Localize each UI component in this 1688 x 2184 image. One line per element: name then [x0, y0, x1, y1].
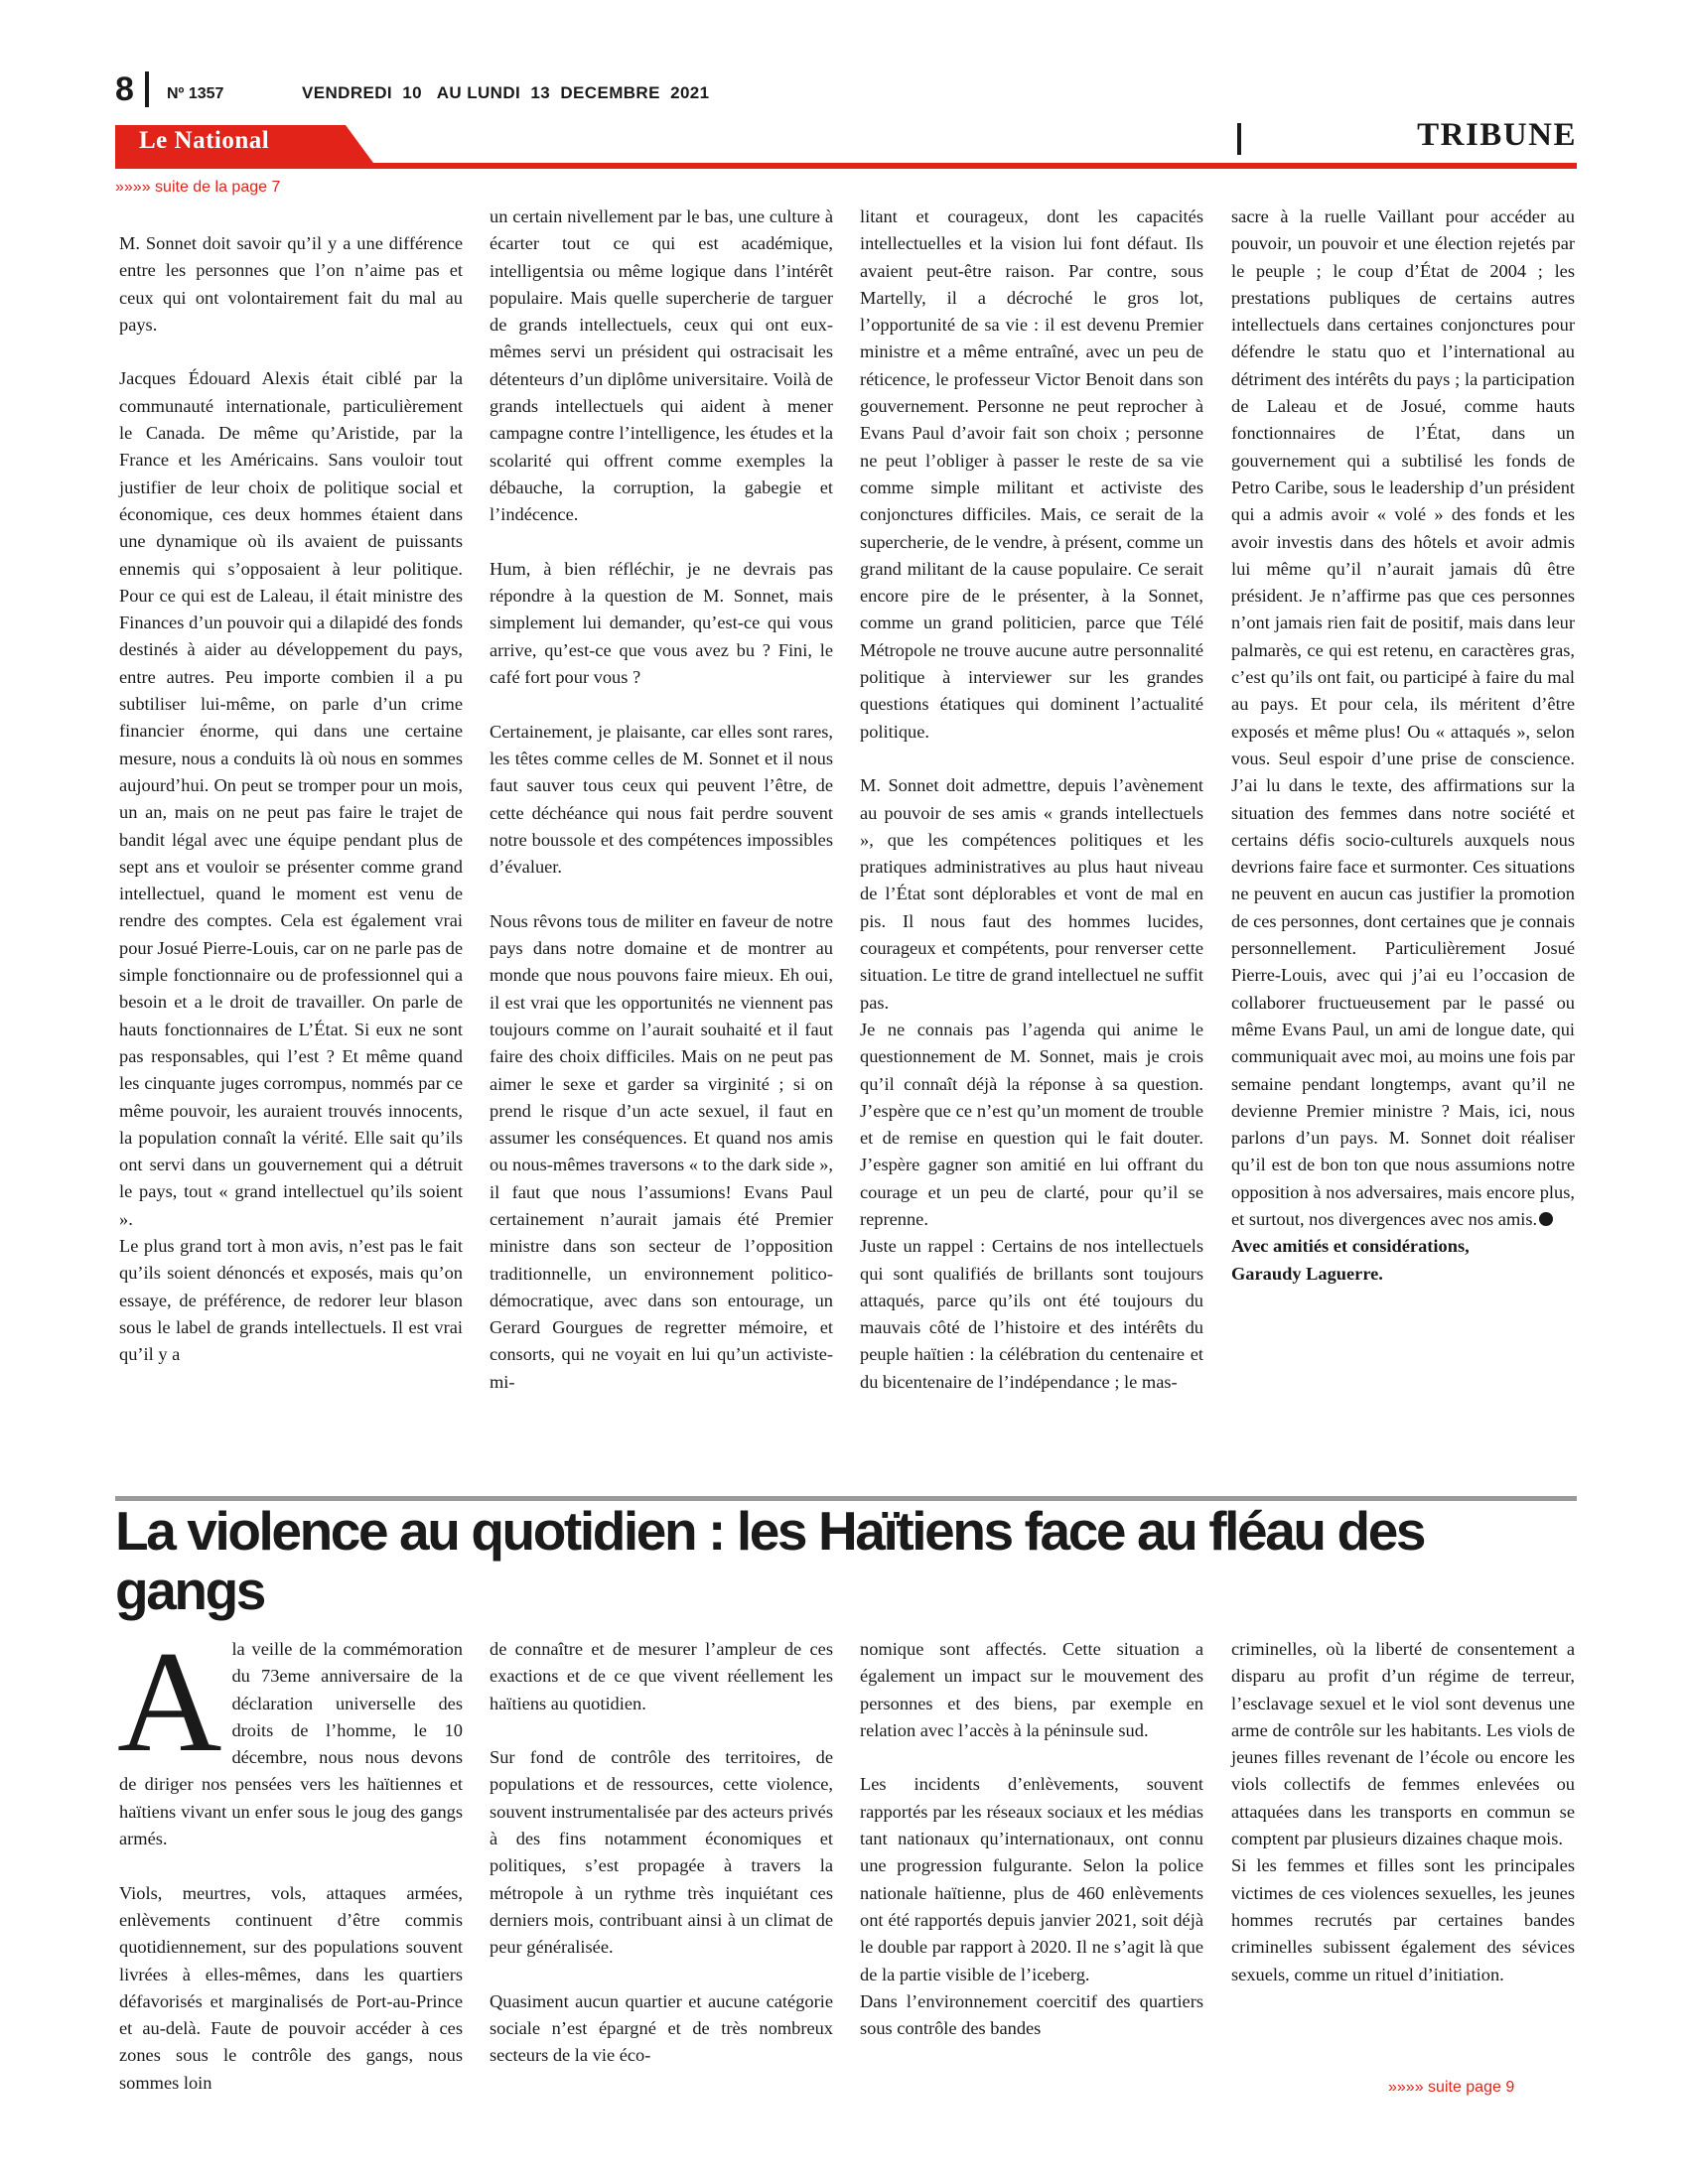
- paragraph: criminelles, où la liberté de consentement a disparu au profit d’un régime de terreur, l’esclavage sexuel et le viol sont devenus une arme de contrôle sur les habitants. Les viols de jeunes filles revenant de l’école ou encore les viols collectifs de femmes enlevées ou attaquées dans les transports en commun se comptent par plusieurs dizaines chaque mois.: [1231, 1639, 1575, 1849]
- paragraph-gap: [490, 529, 833, 556]
- paragraph: Quasiment aucun quartier et aucune catégorie sociale n’est épargné et de très nombreux secteurs de la vie éco-: [490, 1990, 833, 2066]
- end-of-article-icon: [1539, 1212, 1553, 1226]
- paragraph: Si les femmes et filles sont les principales victimes de ces violences sexuelles, les jeunes hommes recrutés par certaines bandes criminelles subissent également des sévices sexuels, comme un rituel d’initiation.: [1231, 1855, 1575, 1984]
- paragraph: Nous rêvons tous de militer en faveur de notre pays dans notre domaine et de montrer au monde que nous pouvons faire mieux. Eh oui, il est vrai que les opportunités ne viennent pas toujours comme on l’aurait souhaité et il faut faire des choix difficiles. Mais on ne peut pas aimer le sexe et garder sa virginité ; si on prend le risque d’un acte sexuel, il faut en assumer les conséquences. Et quand nos amis ou nous-mêmes traversons « to the dark side », il faut que nous l’assumions! Evans Paul certainement n’aurait jamais été Premier ministre dans son secteur de l’opposition traditionnelle, un environnement politico-démocratique, avec dans son entourage, un Gerard Gourgues de regretter mémoire, et consorts, qui ne voyait en lui qu’un activiste-mi-: [490, 910, 833, 1392]
- article-column-1: [119, 230, 463, 1368]
- paragraph-gap: [490, 881, 833, 907]
- paragraph-gap: [860, 746, 1203, 772]
- drop-cap: A: [117, 1621, 222, 1782]
- paragraph-text: sacre à la ruelle Vaillant pour accéder au pouvoir, un pouvoir et une élection rejetés par le peuple ; le coup d’État de 2004 ; les prestations publiques de certains autres intellectuels dans certaines conjonctures pour défendre le statu quo et l’international au détriment des intérêts du pays ; la participation de Laleau et de Josué, comme hauts fonctionnaires de l’État, dans un gouvernement qui a subtilisé les fonds de Petro Caribe, sous le leadership d’un président qui a admis avoir « volé » des fonds et les avoir investis dans des hôtels et avoir admis lui même qu’il n’aurait jamais dû être président. Je n’affirme pas que ces personnes n’ont jamais rien fait de positif, mais dans leur palmarès, ce qui est retenu, en caractères gras, c’est qu’ils ont fait, ou participé à faire du mal au pays. Et pour cela, ils méritent d’être exposés et même plus! Ou « attaqués », selon vous. Seul espoir d’une prise de conscience. J’ai lu dans le texte, des affirmations sur la situation des femmes dans notre société et certains défis socio-culturels auxquels nous devrions faire face et surmonter. Ces situations ne peuvent en aucun cas justifier la promotion de ces personnes, dont certaines que je connais personnellement. Particulièrement Josué Pierre-Louis, avec qui j’ai eu l’occasion de collaborer fructueusement par le passé ou même Evans Paul, un ami de longue date, qui communiquait avec moi, au moins une fois par semaine pendant longtemps, avant qu’il ne devienne Premier ministre ? Mais, ici, nous parlons d’un pays. M. Sonnet doit réaliser qu’il est de bon ton que nous assumions notre opposition à nos adversaires, mais encore plus, et surtout, nos divergences avec nos amis.: [1231, 206, 1575, 1229]
- article-column-3: [860, 1636, 1203, 2042]
- paragraph: [1231, 204, 1575, 1233]
- paragraph: Viols, meurtres, vols, attaques armées, enlèvements continuent d’être commis quotidiennement, sur des populations souvent livrées à elles-mêmes, dans les quartiers défavorisés et marginalisés de Port-au-Prince et au-delà. Faute de pouvoir accéder à ces zones sous le contrôle des gangs, nous sommes loin: [119, 1882, 463, 2093]
- article-column-4: [1231, 1636, 1575, 1988]
- article-column-2: [490, 204, 833, 1396]
- article-column-3: [860, 204, 1203, 1396]
- section-divider: [1237, 123, 1241, 155]
- page-number: 8: [115, 70, 134, 108]
- brand-logo: Le National: [139, 127, 270, 154]
- headline: La violence au quotidien : les Haïtiens face au fléau des gangs: [115, 1500, 1425, 1621]
- paragraph-gap: [119, 1852, 463, 1879]
- signature-author: Garaudy Laguerre.: [1231, 1263, 1383, 1284]
- paragraph-gap: [490, 1962, 833, 1988]
- paragraph: Jacques Édouard Alexis était ciblé par la communauté internationale, particulièrement le Canada. De même qu’Aristide, par la France et les Américains. Sans vouloir tout justifier de leur choix de politique social et économique, ces deux hommes étaient dans une dynamique où ils avaient de puissants ennemis qui s’opposaient à leur politique. Pour ce qui est de Laleau, il était ministre des Finances d’un pouvoir qui a dilapidé des fonds destinés à aider au développement du pays, entre autres. Peu importe combien il a pu subtiliser lui-même, on parle d’un crime financier énorme, qui dans une certaine mesure, nous a conduits là où nous en sommes aujourd’hui. On peut se tromper pour un mois, un an, mais on ne peut pas faire le trajet de bandit légal avec une équipe pendant plus de sept ans et vouloir se présenter comme grand intellectuel, quand le moment est venu de rendre des comptes. Cela est également vrai pour Josué Pierre-Louis, car on ne parle pas de simple fonctionnaire ou de professionnel qui a besoin et a le droit de travailler. On parle de hauts fonctionnaires de L’État. Si eux ne sont pas responsables, qui l’est ? Et même quand les cinquante juges corrompus, nommés par ce même pouvoir, les auraient trouvés innocents, la population connaît la vérité. Elle sait qu’ils ont servi dans un gouvernement qui a détruit le pays, tout « grand intellectuel qu’ils soient ».: [119, 368, 463, 1229]
- paragraph: Certainement, je plaisante, car elles sont rares, les têtes comme celles de M. Sonnet et il nous faut sauver tous ceux qui peuvent l’être, de cette déchéance qui nous fait perdre souvent notre boussole et des compétences impossibles d’évaluer.: [490, 721, 833, 878]
- article-column-2: [490, 1636, 833, 2070]
- paragraph: Juste un rappel : Certains de nos intellectuels qui sont qualifiés de brillants sont toujours attaqués, parce qu’ils ont été toujours du mauvais côté de l’histoire et des intérêts du peuple haïtien : la célébration du centenaire et du bicentenaire de l’indépendance ; le mas-: [860, 1236, 1203, 1392]
- paragraph: Les incidents d’enlèvements, souvent rapportés par les réseaux sociaux et les médias tant nationaux qu’internationaux, ont connu une progression fulgurante. Selon la police nationale haïtienne, plus de 460 enlèvements ont été rapportés depuis janvier 2021, soit déjà le double par rapport à 2020. Il ne s’agit là que de la partie visible de l’iceberg.: [860, 1774, 1203, 1984]
- paragraph-gap: [860, 1744, 1203, 1771]
- paragraph-gap: [490, 691, 833, 718]
- paragraph: Le plus grand tort à mon avis, n’est pas le fait qu’ils soient dénoncés et exposés, mais qu’on essaye, de préférence, de redorer leur blason sous le label de grands intellectuels. Il est vrai qu’il y a: [119, 1235, 463, 1365]
- paragraph-gap: [490, 1717, 833, 1744]
- issue-date: VENDREDI 10 AU LUNDI 13 DECEMBRE 2021: [302, 83, 710, 102]
- paragraph: litant et courageux, dont les capacités intellectuelles et la vision lui font défaut. Ils avaient peut-être raison. Par contre, sous Martelly, il a décroché le gros lot, l’opportunité de sa vie : il est devenu Premier ministre et a même entraîné, avec un peu de réticence, le professeur Victor Benoit dans son gouvernement. Personne ne peut reprocher à Evans Paul d’avoir fait son choix ; personne ne peut l’obliger à passer le reste de sa vie comme simple militant et activiste des conjonctures difficiles. Mais, ce serait de la supercherie, de le vendre, à présent, comme un grand militant de la cause populaire. Ce serait encore pire de le présenter, à la Sonnet, comme un grand politicien, parce que Télé Métropole ne trouve aucune autre personnalité politique à interviewer sur les grandes questions étatiques qui dominent l’actualité politique.: [860, 206, 1203, 742]
- continued-from-link[interactable]: »»»» suite de la page 7: [115, 179, 281, 196]
- paragraph: Hum, à bien réfléchir, je ne devrais pas répondre à la question de M. Sonnet, mais simplement lui demander, qu’est-ce qui vous arrive, qu’est-ce que vous avez bu ? Fini, le café fort pour vous ?: [490, 558, 833, 688]
- paragraph: [117, 1621, 463, 1852]
- article-column-4: [1231, 204, 1575, 1288]
- paragraph: Dans l’environnement coercitif des quartiers sous contrôle des bandes: [860, 1990, 1203, 2039]
- header-rule: [115, 163, 1577, 169]
- paragraph: de connaître et de mesurer l’ampleur de ces exactions et de ce que vivent réellement les haïtiens au quotidien.: [490, 1639, 833, 1713]
- section-name: TRIBUNE: [1417, 117, 1577, 153]
- paragraph: Sur fond de contrôle des territoires, de populations et de ressources, cette violence, souvent instrumentalisée par des acteurs privés à des fins notamment économiques et politiques, s’est propagée à travers la métropole à un rythme très inquiétant ces derniers mois, contribuant ainsi à un climat de peur généralisée.: [490, 1747, 833, 1958]
- paragraph: Je ne connais pas l’agenda qui anime le questionnement de M. Sonnet, mais je crois qu’il connaît déjà la réponse à sa question. J’espère que ce n’est qu’un moment de trouble et de remise en question qui le fait douter. J’espère gagner son amitié en lui offrant du courage et un peu de clarté, pour qu’il se reprenne.: [860, 1019, 1203, 1229]
- paragraph: M. Sonnet doit admettre, depuis l’avènement au pouvoir de ses amis « grands intellectuels », que les compétences politiques et les pratiques administratives au plus haut niveau de l’État sont déplorables et vont de mal en pis. Il nous faut des hommes lucides, courageux et compétents, pour renverser cette situation. Le titre de grand intellectuel ne suffit pas.: [860, 775, 1203, 1013]
- paragraph: nomique sont affectés. Cette situation a également un impact sur le mouvement des personnes et des biens, par exemple en relation avec l’accès à la péninsule sud.: [860, 1639, 1203, 1740]
- paragraph: un certain nivellement par le bas, une culture à écarter tout ce qui est académique, intelligentsia ou même logique dans l’intérêt populaire. Mais quelle supercherie de targuer de grands intellectuels, ceux qui ont eux-mêmes servi un président qui ostracisait les détenteurs d’un diplôme universitaire. Voilà de grands intellectuels qui aident à mener campagne contre l’intelligence, les études et la scolarité qui offrent comme exemples la débauche, la corruption, la gabegie et l’indécence.: [490, 206, 833, 525]
- paragraph-text: la veille de la commémoration du 73eme anniversaire de la déclaration universelle des droits de l’homme, le 10 décembre, nous nous devons de diriger nos pensées vers les haïtiennes et haïtiens vivant un enfer sous le joug des gangs armés.: [119, 1639, 463, 1849]
- continued-on-link[interactable]: »»»» suite page 9: [1388, 2079, 1515, 2096]
- article-column-1: [117, 1621, 463, 2097]
- page-number-divider: [145, 71, 149, 107]
- paragraph: M. Sonnet doit savoir qu’il y a une différence entre les personnes que l’on n’aime pas et ceux qui ont volontairement fait du mal au pays.: [119, 233, 463, 335]
- signature-greeting: Avec amitiés et considérations,: [1231, 1236, 1470, 1257]
- paragraph-gap: [119, 339, 463, 365]
- issue-number: Nº 1357: [167, 85, 224, 102]
